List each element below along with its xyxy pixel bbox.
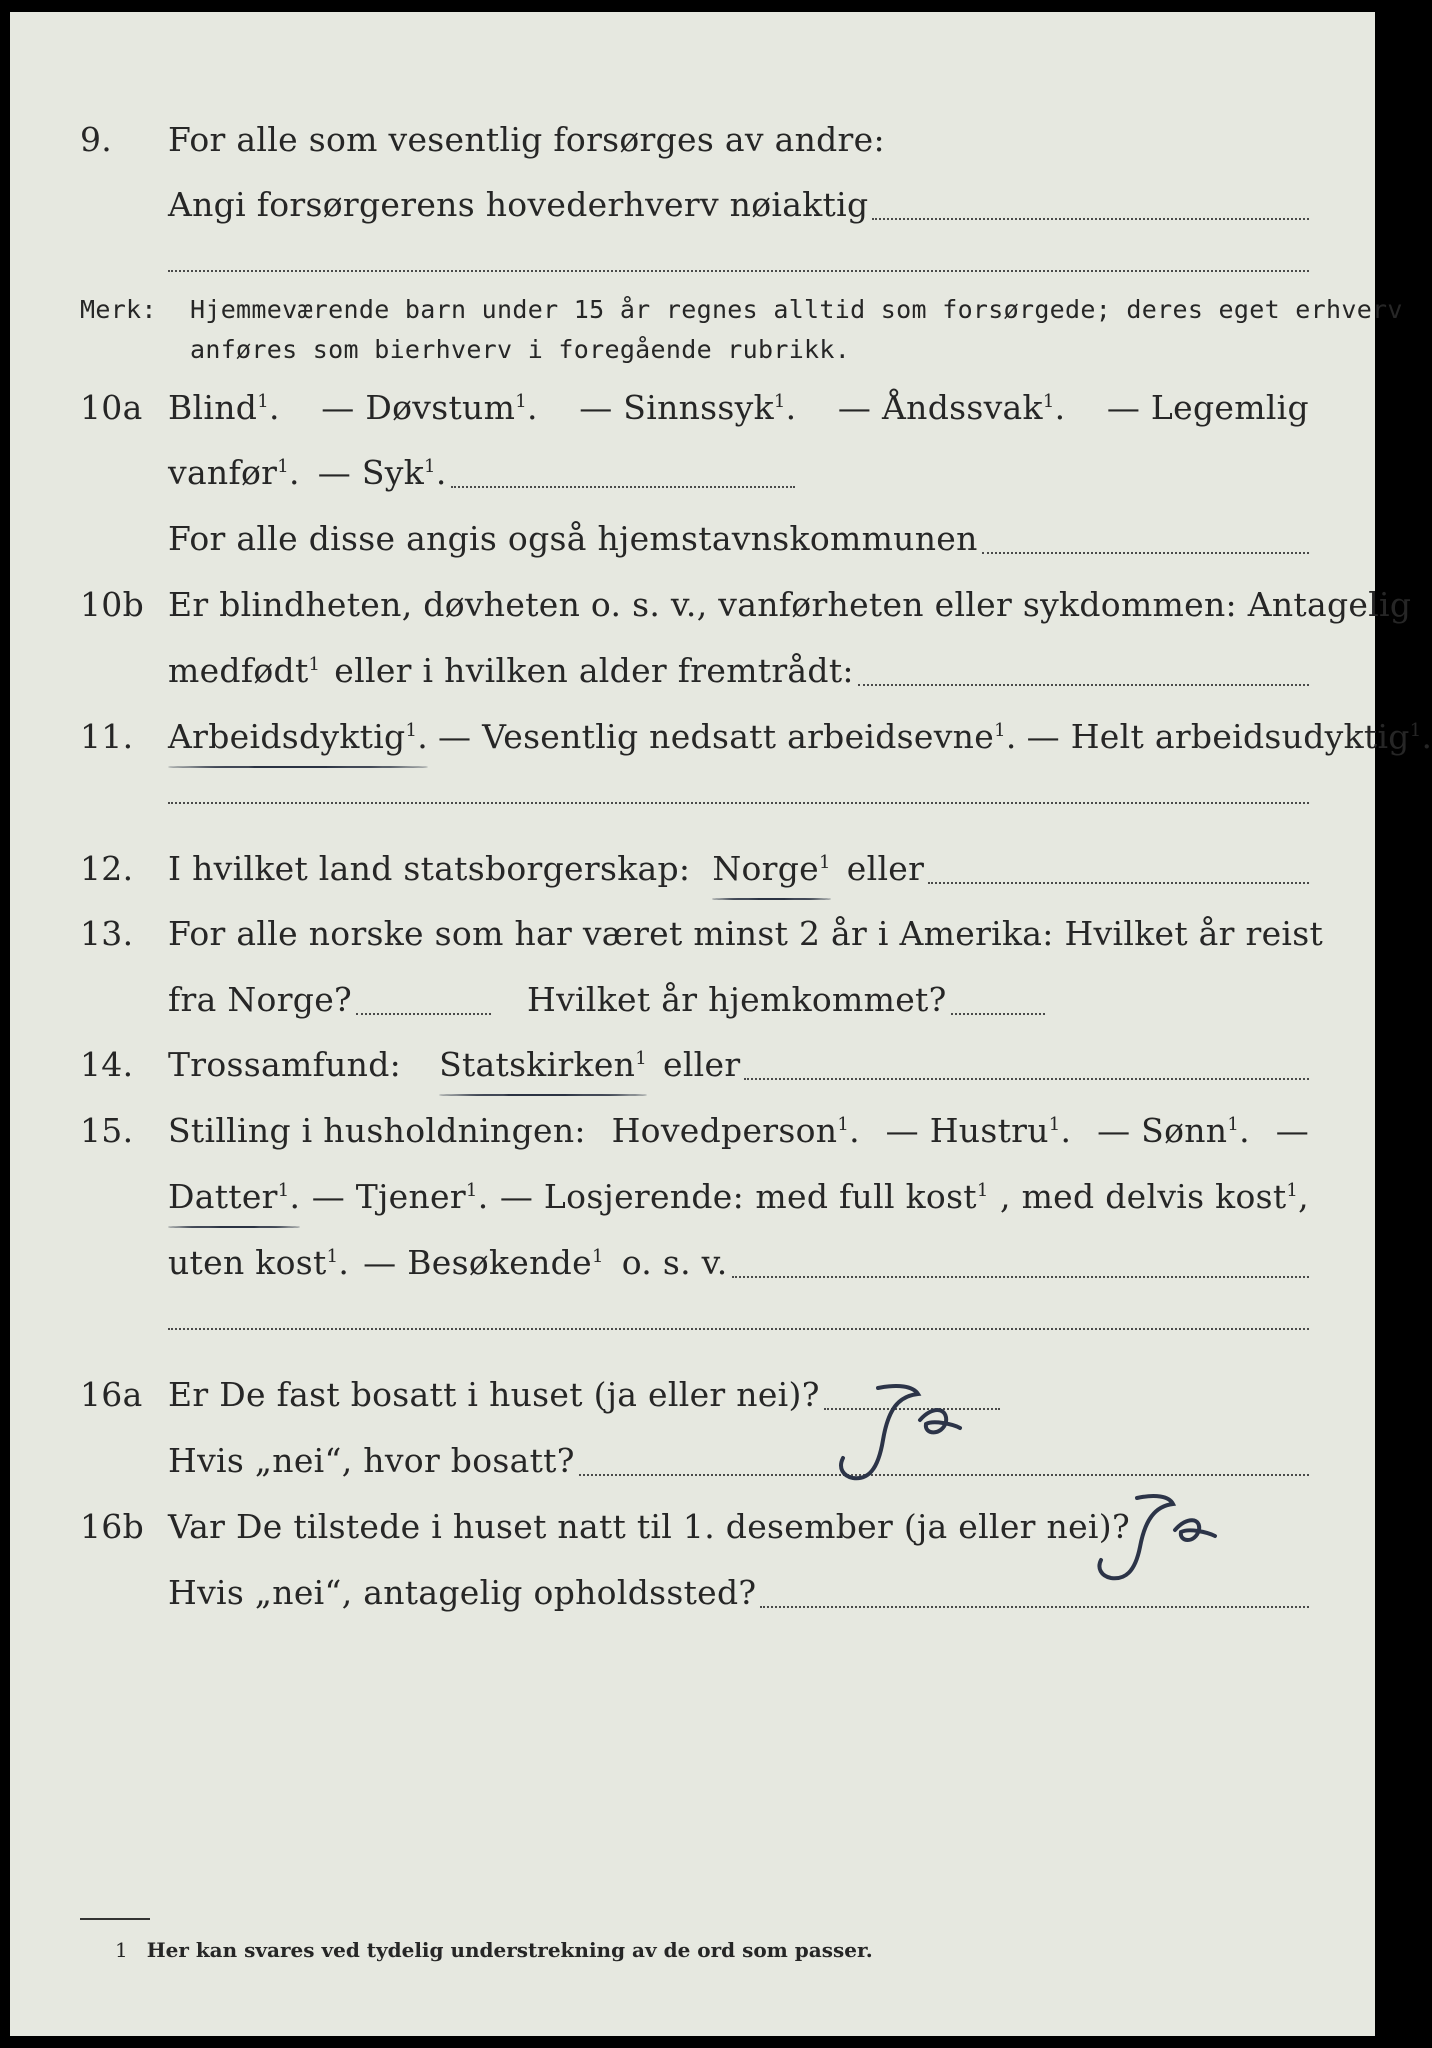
footnote-marker: 1 bbox=[115, 1938, 128, 1962]
option-norge[interactable]: Norge$^1$ bbox=[712, 844, 830, 894]
option-blind[interactable]: Blind$^1$. bbox=[168, 388, 280, 427]
q10b-line1 bbox=[10, 580, 1412, 630]
q10b-text: Er blindheten, døvheten o. s. v., vanførheten eller sykdommen: Antagelig bbox=[168, 585, 1412, 624]
q15-label: Stilling i husholdningen: bbox=[168, 1111, 586, 1150]
q16a-question: Er De fast bosatt i huset (ja eller nei)? bbox=[168, 1375, 820, 1414]
option-full-kost[interactable]: med full kost$^1$ bbox=[755, 1177, 989, 1216]
merk-text2: anføres som bierhverv i foregående rubrikk. bbox=[190, 335, 851, 364]
option-delvis-kost[interactable]: , med delvis kost$^1$, bbox=[1000, 1177, 1309, 1216]
q10a-number: 10a bbox=[80, 388, 143, 427]
q10a-line2 bbox=[10, 448, 1375, 498]
q11-number: 11. bbox=[80, 717, 134, 756]
q11-line bbox=[10, 712, 1432, 762]
q13-number: 13. bbox=[80, 914, 134, 953]
q12-line bbox=[10, 844, 1375, 894]
option-nedsatt-arbeidsevne[interactable]: — Vesentlig nedsatt arbeidsevne$^1$. bbox=[438, 717, 1017, 756]
q13-hjemkommet-field[interactable] bbox=[951, 1013, 1045, 1015]
option-vanfor[interactable]: vanfør$^1$. bbox=[168, 453, 300, 492]
q15-other-field[interactable] bbox=[732, 1276, 1309, 1278]
census-form-page bbox=[10, 12, 1432, 2036]
footnote-rule bbox=[80, 1918, 150, 1920]
q10b-alder-label: eller i hvilken alder fremtrådt: bbox=[334, 651, 854, 690]
q10b-alder-field[interactable] bbox=[858, 684, 1309, 686]
option-losjerende: — Losjerende: bbox=[499, 1177, 745, 1216]
q14-label: Trossamfund: bbox=[168, 1045, 402, 1084]
q9-line2 bbox=[10, 180, 1375, 230]
q12-other-field[interactable] bbox=[928, 882, 1309, 884]
q9-answer-field[interactable] bbox=[872, 218, 1309, 220]
option-sinnssyk[interactable]: — Sinnssyk$^1$. bbox=[579, 388, 797, 427]
footnote bbox=[115, 1938, 873, 1962]
option-datter[interactable]: Datter$^1$. bbox=[168, 1172, 300, 1222]
option-besokende[interactable]: — Besøkende$^1$ bbox=[363, 1243, 604, 1282]
merk-label: Merk: bbox=[80, 295, 157, 324]
q10a-line1 bbox=[10, 383, 1375, 433]
option-uten-kost[interactable]: uten kost$^1$. bbox=[168, 1243, 350, 1282]
q16a-number: 16a bbox=[80, 1375, 143, 1414]
q16b-opholdssted-label: Hvis „nei“, antagelig opholdssted? bbox=[168, 1573, 757, 1612]
q15-line3 bbox=[10, 1238, 1375, 1288]
q12-eller: eller bbox=[846, 849, 925, 888]
option-statskirken[interactable]: Statskirken$^1$ bbox=[439, 1040, 647, 1090]
q9-answer-line2[interactable] bbox=[168, 270, 1309, 272]
q9-line2-text: Angi forsørgerens hovederhverv nøiaktig bbox=[168, 185, 869, 224]
q15-number: 15. bbox=[80, 1111, 134, 1150]
option-arbeidsdyktig[interactable]: Arbeidsdyktig$^1$. bbox=[168, 712, 428, 762]
q16a-bosatt-label: Hvis „nei“, hvor bosatt? bbox=[168, 1441, 575, 1480]
option-legemlig[interactable]: — Legemlig bbox=[1106, 388, 1309, 427]
option-sonn[interactable]: — Sønn$^1$. bbox=[1097, 1111, 1250, 1150]
q15-osv: o. s. v. bbox=[621, 1243, 728, 1282]
q15-line1: 15. Stilling i husholdningen: Hovedperson$^1$. — Hustru$^1$. — Sønn$^1$. — bbox=[10, 1106, 1375, 1156]
q9-line1 bbox=[10, 115, 1375, 165]
q13-hjemkommet-label: Hvilket år hjemkommet? bbox=[527, 980, 947, 1019]
q16a-line1 bbox=[10, 1370, 1375, 1420]
option-syk[interactable]: — Syk$^1$. bbox=[317, 453, 447, 492]
option-hovedperson[interactable]: Hovedperson$^1$. bbox=[611, 1111, 860, 1150]
option-arbeidsudyktig[interactable]: — Helt arbeidsudyktig$^1$. bbox=[1026, 717, 1432, 756]
option-dovstum[interactable]: — Døvstum$^1$. bbox=[321, 388, 538, 427]
merk-line1 bbox=[10, 290, 1403, 330]
option-andssvak[interactable]: — Åndssvak$^1$. bbox=[837, 388, 1066, 427]
q15-answer-line[interactable] bbox=[168, 1328, 1309, 1330]
q13-line1 bbox=[10, 909, 1375, 959]
q10b-number: 10b bbox=[80, 585, 145, 624]
q14-number: 14. bbox=[80, 1045, 134, 1084]
q14-eller: eller bbox=[662, 1045, 741, 1084]
option-hustru[interactable]: — Hustru$^1$. bbox=[885, 1111, 1072, 1150]
q9-text: For alle som vesentlig forsørges av andre: bbox=[168, 120, 885, 159]
q16b-question: Var De tilstede i huset natt til 1. desember (ja eller nei)? bbox=[168, 1507, 1130, 1546]
q12-label: I hvilket land statsborgerskap: bbox=[168, 849, 691, 888]
q10a-syk-field[interactable] bbox=[451, 486, 795, 488]
q10a-hjemstavn-field[interactable] bbox=[982, 552, 1309, 554]
merk-text1: Hjemmeværende barn under 15 år regnes alltid som forsørgede; deres eget erhverv bbox=[190, 295, 1403, 324]
q13-reist-label: fra Norge? bbox=[168, 980, 353, 1019]
q13-reist-field[interactable] bbox=[356, 1013, 491, 1015]
footnote-text: Her kan svares ved tydelig understrekning av de ord som passer. bbox=[146, 1938, 873, 1962]
q16b-number: 16b bbox=[80, 1507, 145, 1546]
q14-other-field[interactable] bbox=[744, 1078, 1309, 1080]
handwritten-answer-ja-16a bbox=[838, 1380, 988, 1490]
merk-line2 bbox=[10, 330, 1375, 370]
q13-line2 bbox=[10, 975, 1375, 1025]
q10a-hjemstavn-label: For alle disse angis også hjemstavnskommunen bbox=[168, 519, 978, 558]
option-medfodt[interactable]: medfødt$^1$ bbox=[168, 651, 321, 690]
handwritten-answer-ja-16b bbox=[1095, 1492, 1245, 1592]
q10b-line2 bbox=[10, 646, 1375, 696]
option-tjener[interactable]: — Tjener$^1$. bbox=[311, 1177, 489, 1216]
q16b-opholdssted-field[interactable] bbox=[760, 1606, 1309, 1608]
q11-answer-line[interactable] bbox=[168, 802, 1309, 804]
q12-number: 12. bbox=[80, 849, 134, 888]
q15-line2 bbox=[10, 1172, 1375, 1222]
q14-line bbox=[10, 1040, 1375, 1090]
q13-text: For alle norske som har været minst 2 år i Amerika: Hvilket år reist bbox=[168, 914, 1324, 953]
q16a-line2 bbox=[10, 1436, 1375, 1486]
q9-number: 9. bbox=[80, 120, 113, 159]
q10a-line3 bbox=[10, 514, 1375, 564]
